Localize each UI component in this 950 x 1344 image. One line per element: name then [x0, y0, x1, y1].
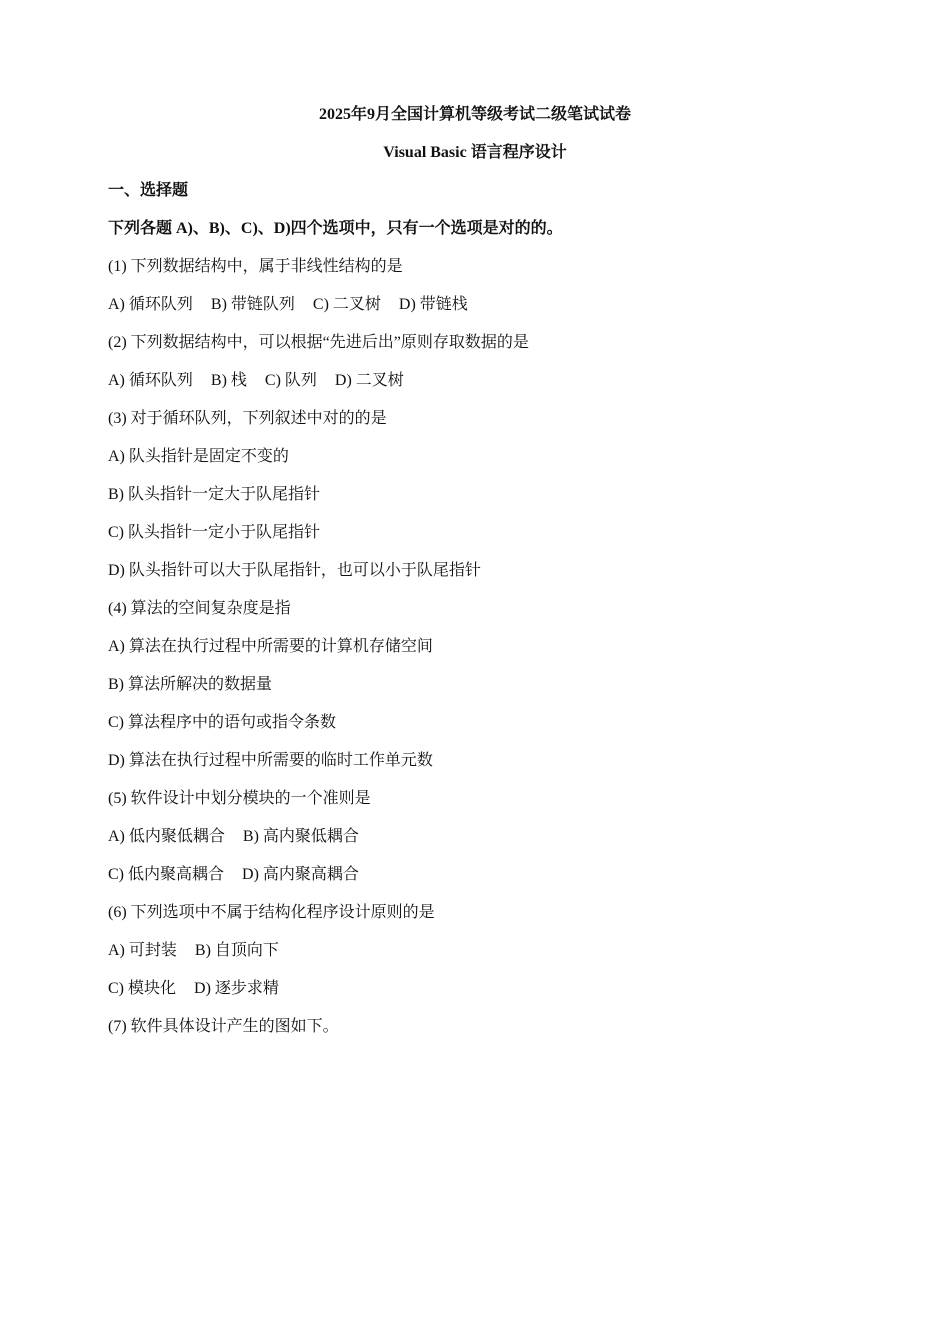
option-text: D) 算法在执行过程中所需要的临时工作单元数 — [108, 752, 433, 769]
question-stem: (2) 下列数据结构中，可以根据“先进后出”原则存取数据的是 — [108, 334, 529, 351]
option-line — [108, 970, 848, 1008]
option-text: A) 低内聚低耦合 — [108, 828, 225, 845]
option-text: B) 算法所解决的数据量 — [108, 676, 273, 693]
option-text: C) 算法程序中的语句或指令条数 — [108, 714, 337, 731]
option-text: D) 逐步求精 — [194, 980, 279, 997]
option-line — [108, 628, 848, 666]
section-heading: 一、选择题 — [108, 182, 189, 199]
option-text: A) 循环队列 — [108, 372, 193, 389]
option-line — [108, 856, 848, 894]
option-text: C) 模块化 — [108, 980, 177, 997]
option-line — [108, 438, 848, 476]
option-text: D) 带链栈 — [398, 296, 468, 313]
option-text: B) 栈 — [210, 372, 247, 389]
exam-title: 2025年9月全国计算机等级考试二级笔试试卷 — [318, 106, 631, 123]
option-line — [108, 476, 848, 514]
option-text: B) 队头指针一定大于队尾指针 — [108, 486, 321, 503]
option-line — [108, 362, 848, 400]
question-stem: (1) 下列数据结构中，属于非线性结构的是 — [108, 258, 403, 275]
option-text: C) 队头指针一定小于队尾指针 — [108, 524, 321, 541]
exam-subtitle: Visual Basic 语言程序设计 — [383, 144, 567, 161]
question-list — [108, 248, 848, 1046]
option-text: A) 循环队列 — [108, 296, 193, 313]
option-line — [108, 514, 848, 552]
option-text: B) 带链队列 — [210, 296, 295, 313]
option-text: B) 自顶向下 — [194, 942, 279, 959]
option-text: D) 队头指针可以大于队尾指针，也可以小于队尾指针 — [108, 562, 481, 579]
question-stem: (3) 对于循环队列，下列叙述中对的的是 — [108, 410, 387, 427]
option-text: A) 队头指针是固定不变的 — [108, 448, 289, 465]
option-line — [108, 704, 848, 742]
option-text: C) 低内聚高耦合 — [108, 866, 225, 883]
option-text: C) 二叉树 — [312, 296, 381, 313]
option-text: B) 高内聚低耦合 — [242, 828, 359, 845]
exam-content — [108, 96, 848, 1046]
option-text: A) 可封装 — [108, 942, 177, 959]
option-line — [108, 552, 848, 590]
question-stem: (4) 算法的空间复杂度是指 — [108, 600, 291, 617]
question-stem: (7) 软件具体设计产生的图如下。 — [108, 1018, 339, 1035]
option-text: A) 算法在执行过程中所需要的计算机存储空间 — [108, 638, 433, 655]
option-text: D) 二叉树 — [334, 372, 404, 389]
option-text: D) 高内聚高耦合 — [242, 866, 359, 883]
option-line — [108, 286, 848, 324]
question-stem: (5) 软件设计中划分模块的一个准则是 — [108, 790, 371, 807]
option-line — [108, 932, 848, 970]
question-stem: (6) 下列选项中不属于结构化程序设计原则的是 — [108, 904, 435, 921]
option-line — [108, 666, 848, 704]
section-instruction: 下列各题 A)、B)、C)、D)四个选项中，只有一个选项是对的的。 — [108, 220, 563, 237]
option-line — [108, 818, 848, 856]
option-line — [108, 742, 848, 780]
option-text: C) 队列 — [264, 372, 317, 389]
